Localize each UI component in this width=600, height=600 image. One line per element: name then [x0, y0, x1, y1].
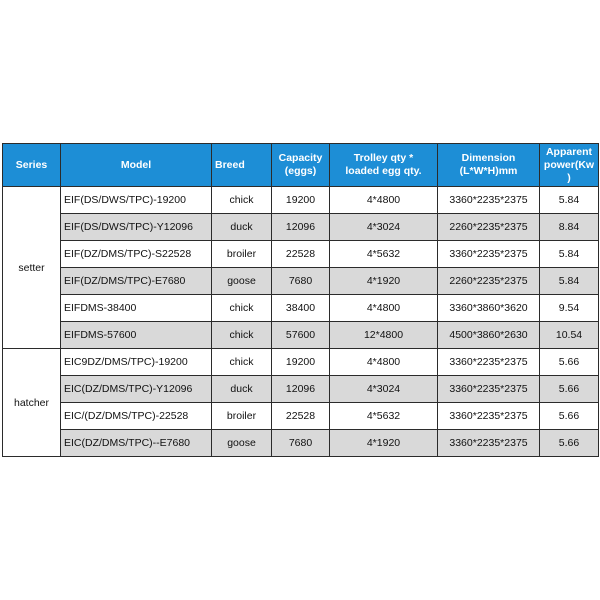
breed-cell: broiler	[212, 241, 272, 268]
dimension-cell: 2260*2235*2375	[438, 214, 540, 241]
breed-cell: chick	[212, 187, 272, 214]
trolley-cell: 12*4800	[330, 322, 438, 349]
table-row	[3, 376, 599, 403]
capacity-cell: 12096	[272, 214, 330, 241]
power-cell: 8.84	[540, 214, 599, 241]
dimension-cell: 3360*2235*2375	[438, 187, 540, 214]
table-row	[3, 322, 599, 349]
breed-cell: goose	[212, 430, 272, 457]
model-cell: EIF(DZ/DMS/TPC)-E7680	[61, 268, 212, 295]
trolley-cell: 4*3024	[330, 376, 438, 403]
trolley-cell: 4*3024	[330, 214, 438, 241]
header-breed: Breed	[212, 144, 272, 187]
model-cell: EIC(DZ/DMS/TPC)-Y12096	[61, 376, 212, 403]
power-cell: 5.66	[540, 430, 599, 457]
dimension-cell: 3360*2235*2375	[438, 403, 540, 430]
model-cell: EIF(DS/DWS/TPC)-Y12096	[61, 214, 212, 241]
dimension-cell: 3360*2235*2375	[438, 241, 540, 268]
capacity-cell: 22528	[272, 403, 330, 430]
capacity-cell: 38400	[272, 295, 330, 322]
series-cell: hatcher	[3, 349, 61, 457]
breed-cell: chick	[212, 322, 272, 349]
trolley-cell: 4*4800	[330, 295, 438, 322]
breed-cell: duck	[212, 214, 272, 241]
power-cell: 5.66	[540, 376, 599, 403]
dimension-cell: 4500*3860*2630	[438, 322, 540, 349]
header-dimension: Dimension (L*W*H)mm	[438, 144, 540, 187]
header-series: Series	[3, 144, 61, 187]
breed-cell: goose	[212, 268, 272, 295]
table-row	[3, 241, 599, 268]
model-cell: EIF(DZ/DMS/TPC)-S22528	[61, 241, 212, 268]
trolley-cell: 4*4800	[330, 349, 438, 376]
header-row	[3, 144, 599, 187]
capacity-cell: 57600	[272, 322, 330, 349]
dimension-cell: 3360*2235*2375	[438, 376, 540, 403]
power-cell: 5.84	[540, 187, 599, 214]
header-trolley: Trolley qty * loaded egg qty.	[330, 144, 438, 187]
series-cell: setter	[3, 187, 61, 349]
table-row	[3, 349, 599, 376]
model-cell: EIFDMS-38400	[61, 295, 212, 322]
power-cell: 9.54	[540, 295, 599, 322]
dimension-cell: 2260*2235*2375	[438, 268, 540, 295]
table-row	[3, 430, 599, 457]
trolley-cell: 4*5632	[330, 241, 438, 268]
model-cell: EIC9DZ/DMS/TPC)-19200	[61, 349, 212, 376]
spec-table-container	[2, 143, 598, 457]
breed-cell: chick	[212, 349, 272, 376]
trolley-cell: 4*5632	[330, 403, 438, 430]
model-cell: EIF(DS/DWS/TPC)-19200	[61, 187, 212, 214]
table-row	[3, 187, 599, 214]
capacity-cell: 12096	[272, 376, 330, 403]
power-cell: 5.84	[540, 241, 599, 268]
trolley-cell: 4*1920	[330, 430, 438, 457]
capacity-cell: 22528	[272, 241, 330, 268]
table-body	[3, 187, 599, 457]
breed-cell: chick	[212, 295, 272, 322]
capacity-cell: 7680	[272, 430, 330, 457]
incubator-spec-table	[2, 143, 599, 457]
table-row	[3, 295, 599, 322]
power-cell: 5.66	[540, 403, 599, 430]
header-capacity: Capacity (eggs)	[272, 144, 330, 187]
header-model: Model	[61, 144, 212, 187]
table-row	[3, 403, 599, 430]
model-cell: EIC/(DZ/DMS/TPC)-22528	[61, 403, 212, 430]
capacity-cell: 7680	[272, 268, 330, 295]
dimension-cell: 3360*2235*2375	[438, 349, 540, 376]
model-cell: EIC(DZ/DMS/TPC)--E7680	[61, 430, 212, 457]
header-power: Apparent power(Kw )	[540, 144, 599, 187]
power-cell: 5.66	[540, 349, 599, 376]
capacity-cell: 19200	[272, 187, 330, 214]
dimension-cell: 3360*2235*2375	[438, 430, 540, 457]
capacity-cell: 19200	[272, 349, 330, 376]
trolley-cell: 4*1920	[330, 268, 438, 295]
power-cell: 10.54	[540, 322, 599, 349]
breed-cell: broiler	[212, 403, 272, 430]
table-row	[3, 214, 599, 241]
trolley-cell: 4*4800	[330, 187, 438, 214]
table-row	[3, 268, 599, 295]
breed-cell: duck	[212, 376, 272, 403]
model-cell: EIFDMS-57600	[61, 322, 212, 349]
dimension-cell: 3360*3860*3620	[438, 295, 540, 322]
power-cell: 5.84	[540, 268, 599, 295]
